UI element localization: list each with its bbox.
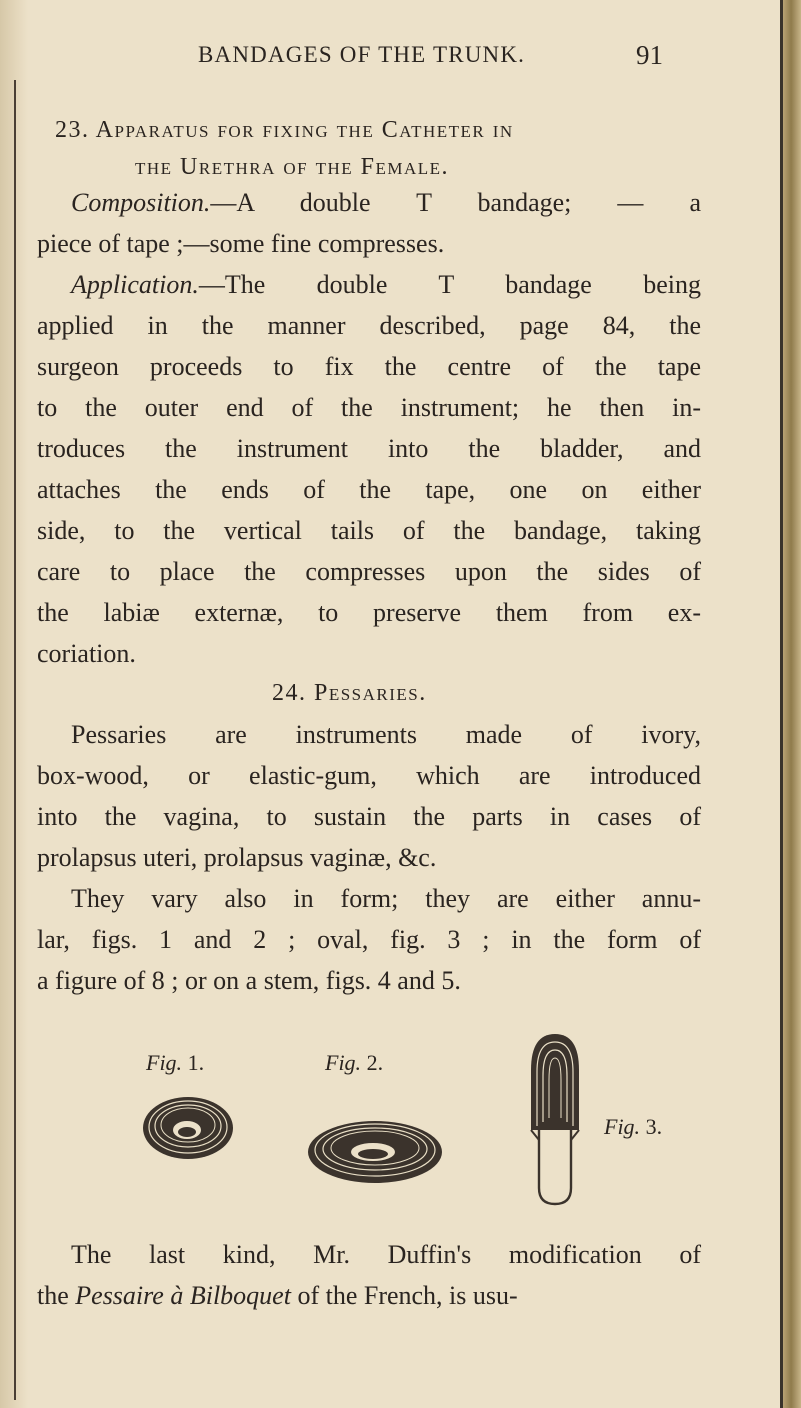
application-line-1	[37, 264, 701, 305]
section-24-heading: 24. Pessaries.	[272, 680, 427, 706]
application-line: troduces the instrument into the bladder, and	[37, 434, 701, 463]
pessaries-line: into the vagina, to sustain the parts in cases of	[37, 802, 701, 831]
fig-3-oval-pessary	[523, 1030, 587, 1208]
pessaries-line: Pessaries are instruments made of ivory,	[71, 720, 701, 749]
pessaries-line: prolapsus uteri, prolapsus vaginæ, &c.	[37, 843, 437, 872]
composition-line-1	[37, 182, 701, 223]
fig-3-label: Fig. 3.	[604, 1114, 663, 1139]
application-line: care to place the compresses upon the sides of	[37, 557, 701, 586]
pessaire-title: Pessaire à Bilboquet	[75, 1281, 291, 1310]
section-23-heading-line1: 23. Apparatus for fixing the Catheter in	[55, 117, 514, 143]
application-line: coriation.	[37, 639, 136, 668]
running-head: BANDAGES OF THE TRUNK.	[198, 42, 526, 67]
page-right-border	[780, 0, 783, 1408]
final-paragraph	[37, 1234, 701, 1316]
final-line-2: the Pessaire à Bilboquet of the French, is usu-	[37, 1281, 518, 1310]
composition-label: Composition.	[71, 188, 211, 217]
pessaries-line: box-wood, or elastic-gum, which are introduced	[37, 761, 701, 790]
pessaries-paragraph-2	[37, 878, 701, 1001]
fig-2-label: Fig. 2.	[325, 1050, 384, 1075]
application-paragraph	[37, 264, 701, 674]
composition-paragraph	[37, 182, 701, 264]
pessaries-paragraph-1	[37, 714, 701, 878]
page-right-edge	[783, 0, 801, 1408]
section-23-heading	[55, 110, 655, 188]
page-number: 91	[636, 40, 663, 70]
section-23-heading-line2: the Urethra of the Female.	[135, 154, 450, 180]
application-line: to the outer end of the instrument; he then in-	[37, 393, 701, 422]
fig-1-annular-pessary	[140, 1094, 236, 1162]
final-line-1: The last kind, Mr. Duffin's modification of	[71, 1240, 701, 1269]
forms-line: They vary also in form; they are either annu-	[71, 884, 701, 913]
binding-shadow	[14, 80, 16, 1400]
forms-line: a figure of 8 ; or on a stem, figs. 4 and 5.	[37, 966, 461, 995]
fig-1-label: Fig. 1.	[146, 1050, 205, 1075]
application-line: the labiæ externæ, to preserve them from ex-	[37, 598, 701, 627]
application-line: applied in the manner described, page 84, the	[37, 311, 701, 340]
composition-text-1: —A double T bandage; — a	[210, 188, 701, 217]
application-label: Application.	[71, 270, 199, 299]
composition-line-2: piece of tape ;—some fine compresses.	[37, 229, 445, 258]
application-line: attaches the ends of the tape, one on either	[37, 475, 701, 504]
application-text-1: —The double T bandage being	[198, 270, 701, 299]
fig-2-annular-pessary	[305, 1114, 445, 1186]
application-line: surgeon proceeds to fix the centre of the tape	[37, 352, 701, 381]
application-line: side, to the vertical tails of the bandage, taking	[37, 516, 701, 545]
forms-line: lar, figs. 1 and 2 ; oval, fig. 3 ; in the form of	[37, 925, 701, 954]
